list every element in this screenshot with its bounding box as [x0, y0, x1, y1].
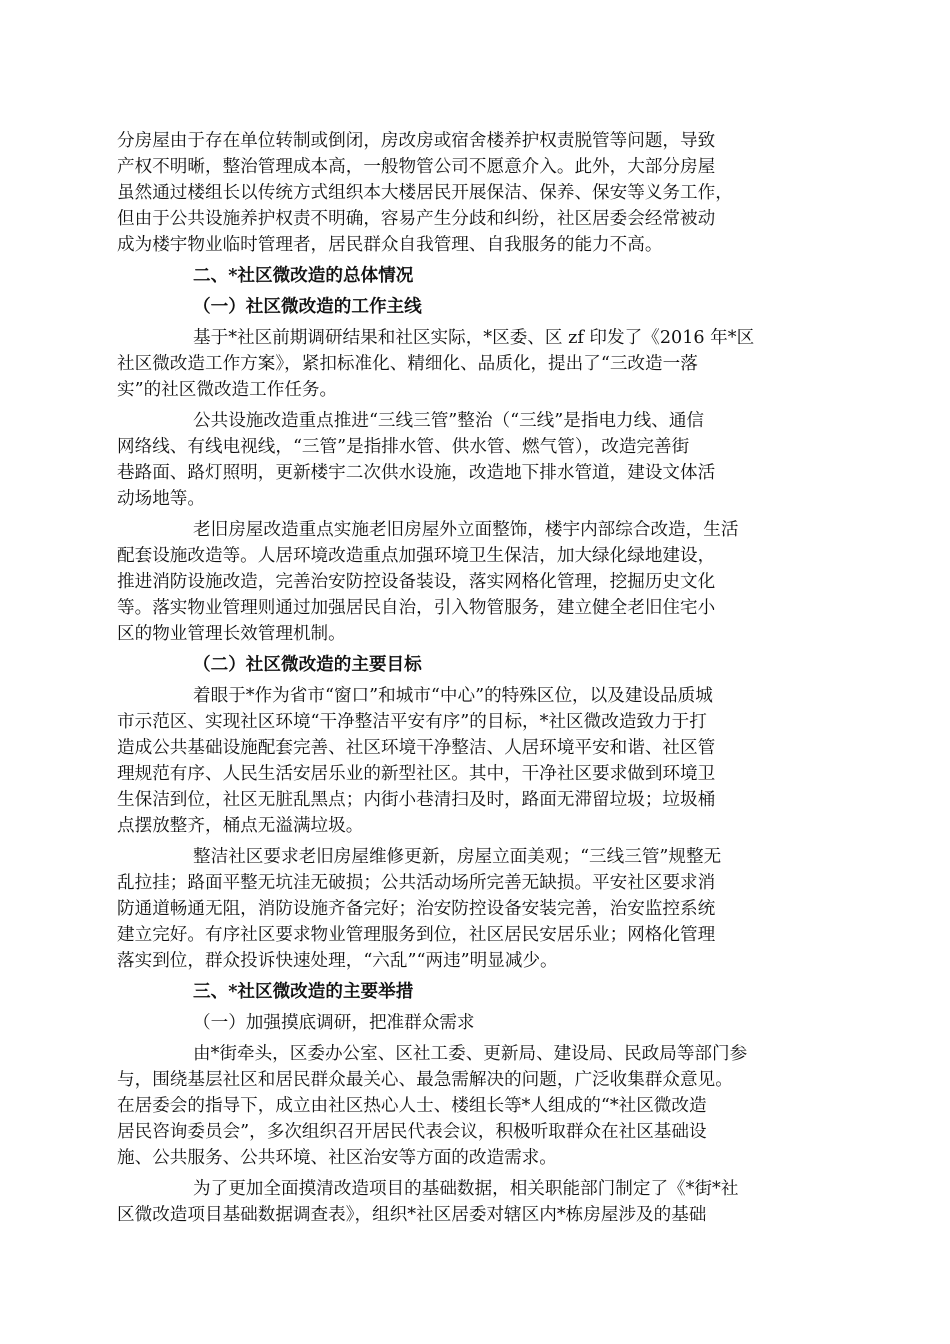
body-line: 配套设施改造等。人居环境改造重点加强环境卫生保洁，加大绿化绿地建设， [117, 546, 716, 566]
body-line: 区微改造项目基础数据调查表》，组织*社区居委对辖区内*栋房屋涉及的基础 [117, 1205, 707, 1225]
body-line: 老旧房屋改造重点实施老旧房屋外立面整饰，楼宇内部综合改造，生活 [193, 520, 739, 540]
body-line: 由*街牵头，区委办公室、区社工委、更新局、建设局、民政局等部门参 [193, 1044, 748, 1064]
body-line: 等。落实物业管理则通过加强居民自治，引入物管服务，建立健全老旧住宅小 [117, 598, 716, 618]
body-line: 整洁社区要求老旧房屋维修更新，房屋立面美观；“三线三管”规整无 [193, 847, 722, 867]
body-line: 推进消防设施改造，完善治安防控设备装设，落实网格化管理，挖掘历史文化 [117, 572, 716, 592]
body-line: 与，围绕基层社区和居民群众最关心、最急需解决的问题，广泛收集群众意见。 [117, 1070, 733, 1090]
section-heading: 三、*社区微改造的主要举措 [193, 981, 414, 1002]
subsection-heading: （一）社区微改造的工作主线 [193, 296, 422, 317]
body-line: 动场地等。 [117, 489, 205, 509]
body-line: 但由于公共设施养护权责不明确，容易产生分歧和纠纷，社区居委会经常被动 [117, 209, 716, 229]
body-line: 网络线、有线电视线，“三管”是指排水管、供水管、燃气管），改造完善街 [117, 437, 690, 457]
section-heading: 二、*社区微改造的总体情况 [193, 265, 414, 286]
body-line: 落实到位，群众投诉快速处理，“六乱”“两违”明显减少。 [117, 951, 558, 971]
body-line: 成为楼宇物业临时管理者，居民群众自我管理、自我服务的能力不高。 [117, 235, 663, 255]
body-line: 产权不明晰，整治管理成本高，一般物管公司不愿意介入。此外，大部分房屋 [117, 157, 716, 177]
body-line: 在居委会的指导下，成立由社区热心人士、楼组长等*人组成的“*社区微改造 [117, 1096, 707, 1116]
body-line: 防通道畅通无阻，消防设施齐备完好；治安防控设备安装完善，治安监控系统 [117, 899, 716, 919]
body-line: 公共设施改造重点推进“三线三管”整治（“三线”是指电力线、通信 [193, 411, 705, 431]
subsection-heading: （一）加强摸底调研，把准群众需求 [193, 1013, 475, 1033]
body-line: 着眼于*作为省市“窗口”和城市“中心”的特殊区位，以及建设品质城 [193, 686, 713, 706]
body-line: 造成公共基础设施配套完善、社区环境干净整洁、人居环境平安和谐、社区管 [117, 738, 716, 758]
body-line: 理规范有序、人民生活安居乐业的新型社区。其中，干净社区要求做到环境卫 [117, 764, 716, 784]
body-line: 乱拉挂；路面平整无坑洼无破损；公共活动场所完善无缺损。平安社区要求消 [117, 873, 716, 893]
body-line: 实”的社区微改造工作任务。 [117, 380, 338, 400]
body-line: 点摆放整齐，桶点无溢满垃圾。 [117, 816, 364, 836]
body-line: 区的物业管理长效管理机制。 [117, 624, 346, 644]
body-line: 巷路面、路灯照明，更新楼宇二次供水设施，改造地下排水管道，建设文体活 [117, 463, 716, 483]
body-line: 生保洁到位，社区无脏乱黑点；内街小巷清扫及时，路面无滞留垃圾；垃圾桶 [117, 790, 716, 810]
body-line: 基于*社区前期调研结果和社区实际，*区委、区 zf 印发了《2016 年*区 [193, 328, 755, 348]
body-line: 虽然通过楼组长以传统方式组织本大楼居民开展保洁、保养、保安等义务工作， [117, 183, 733, 203]
body-line: 建立完好。有序社区要求物业管理服务到位，社区居民安居乐业；网格化管理 [117, 925, 716, 945]
subsection-heading: （二）社区微改造的主要目标 [193, 654, 422, 675]
body-line: 居民咨询委员会”，多次组织召开居民代表会议，积极听取群众在社区基础设 [117, 1122, 707, 1142]
body-line: 施、公共服务、公共环境、社区治安等方面的改造需求。 [117, 1148, 557, 1168]
body-line: 分房屋由于存在单位转制或倒闭，房改房或宿舍楼养护权责脱管等问题，导致 [117, 131, 716, 151]
body-line: 社区微改造工作方案》，紧扣标准化、精细化、品质化，提出了“三改造一落 [117, 354, 698, 374]
body-line: 市示范区、实现社区环境“干净整洁平安有序”的目标，*社区微改造致力于打 [117, 712, 707, 732]
body-line: 为了更加全面摸清改造项目的基础数据，相关职能部门制定了《*街*社 [193, 1179, 739, 1199]
